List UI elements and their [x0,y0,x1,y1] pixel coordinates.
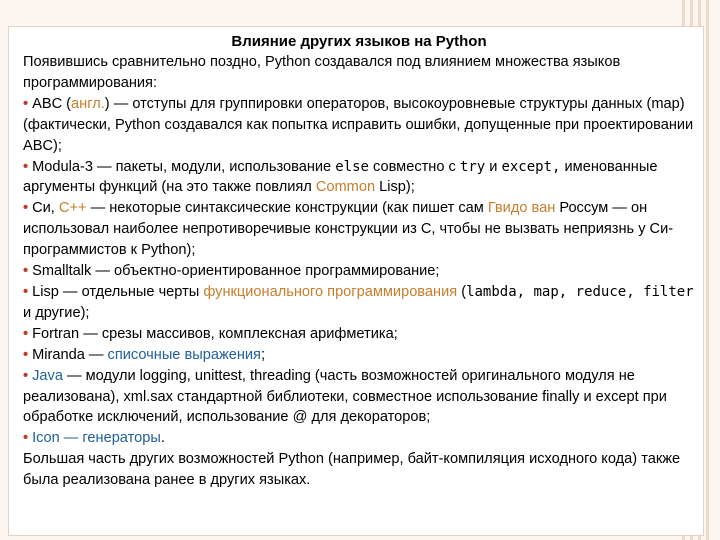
list-item-smalltalk [23,261,695,282]
code-else: else [335,158,369,175]
c-text: Си, [32,200,59,217]
list-item-c [23,198,695,261]
link-cpp[interactable]: C++ [58,200,87,217]
list-item-modula [23,157,695,199]
modula-text: и [485,158,502,175]
list-item-java [23,366,695,429]
bullet-icon: • [23,263,29,280]
link-common[interactable]: Common [315,179,376,196]
code-lambda-map-reduce-filter: lambda, map, reduce, filter [466,283,694,300]
link-java[interactable]: Java [32,367,63,384]
modula-text: именованные аргументы функций (на это также повлиял [23,158,658,196]
lisp-text: ( [457,283,467,300]
smalltalk-text: Smalltalk — объектно-ориентированное программирование; [32,263,440,280]
list-item-fortran [23,324,695,345]
bullet-icon: • [23,367,29,384]
decorative-stripe [706,0,709,540]
link-icon-generators[interactable]: Icon — генераторы [32,430,161,447]
list-item-miranda [23,345,695,366]
list-item-lisp [23,282,695,324]
java-text: — модули logging, unittest, threading (часть возможностей оригинального модуля не реализована), xml.sax стандартной библиотеки, совместное использование finally и except при обработке исключений, использование @ для декораторов; [23,367,667,426]
link-list-comprehensions[interactable]: списочные выражения [107,346,261,363]
modula-text: Lisp); [375,179,415,196]
list-item-icon [23,428,695,449]
slide-title: Влияние других языков на Python [231,33,487,50]
modula-text: совместно с [368,158,460,175]
lisp-text: и другие); [23,304,90,321]
miranda-text: Miranda — [32,346,108,363]
intro-paragraph: Появившись сравнительно поздно, Python создавался под влиянием множества языков программирования: [23,54,621,91]
bullet-icon: • [23,346,29,363]
slide-content [23,31,695,491]
bullet-icon: • [23,200,29,217]
icon-text: . [160,430,165,447]
abc-name: ABC ( [32,95,72,112]
slide-panel [8,26,704,536]
bullet-icon: • [23,325,29,342]
modula-text: Modula-3 — пакеты, модули, использование [32,158,336,175]
lisp-text: Lisp — отдельные черты [32,283,204,300]
c-text: — некоторые синтаксические конструкции (как пишет сам [86,200,488,217]
c-text: Россум — он использовал наиболее непротиворечивые конструкции из С, чтобы не вызвать неприязнь у Си-программистов к Python); [23,200,674,259]
link-angl[interactable]: англ. [71,95,105,112]
bullet-icon: • [23,283,29,300]
link-functional-programming[interactable]: функционального программирования [203,283,458,300]
bullet-icon: • [23,95,29,112]
list-item-abc [23,94,695,157]
abc-text: ) — отступы для группировки операторов, высокоуровневые структуры данных (map) (фактически, Python создавался как попытка исправить ошибки, допущенные при проектировании ABC); [23,95,694,154]
fortran-text: Fortran — срезы массивов, комплексная арифметика; [32,325,398,342]
miranda-text: ; [260,346,266,363]
link-guido[interactable]: Гвидо ван [487,200,556,217]
outro-paragraph: Большая часть других возможностей Python (например, байт-компиляция исходного кода) также была реализована ранее в других языках. [23,451,681,489]
code-try: try [459,158,486,175]
bullet-icon: • [23,430,29,447]
code-except: except, [501,158,561,175]
bullet-icon: • [23,158,29,175]
